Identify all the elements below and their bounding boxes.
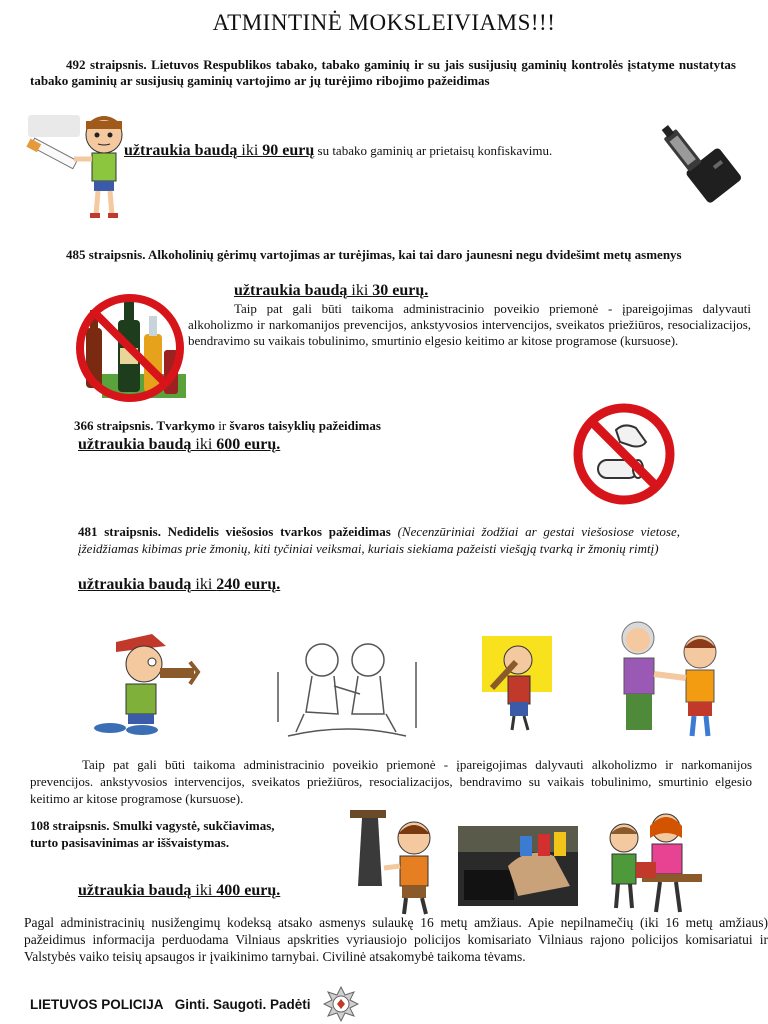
police-name: LIETUVOS POLICIJA bbox=[30, 997, 164, 1012]
fine-connector: iki bbox=[191, 436, 217, 453]
heading-italic: (Necenzūriniai žodžiai ar gestai viešosiose vietose, įžeidžiamas kibimas prie žmonių, kiti tyčiniai veiksmai, kuriais siekiama pažeisti viešąją tvarką ir žmonių rimtį) bbox=[78, 524, 680, 556]
heading-part: švaros taisyklių pažeidimas bbox=[229, 418, 381, 433]
article-481-fine bbox=[78, 576, 280, 594]
fine-amount: 30 eurų. bbox=[372, 282, 429, 299]
heading-part: 481 straipsnis. Nedidelis viešosios tvarkos pažeidimas bbox=[78, 524, 391, 539]
fine-label: užtraukia baudą bbox=[124, 142, 238, 159]
heading-connector: ir bbox=[214, 418, 230, 433]
fine-amount: 240 eurų. bbox=[216, 576, 281, 593]
fine-amount: 400 eurų. bbox=[216, 882, 281, 899]
article-108-heading: 108 straipsnis. Smulki vagystė, sukčiavimas, turto pasisavinimas ar iššvaistymas. bbox=[30, 818, 275, 850]
fine-connector: iki bbox=[191, 882, 217, 899]
pickpocket-kid-illustration bbox=[348, 806, 444, 918]
article-366-fine bbox=[78, 436, 280, 454]
article-492-fine bbox=[124, 141, 664, 161]
police-signature bbox=[30, 997, 311, 1012]
fine-connector: iki bbox=[347, 282, 373, 299]
fine-amount: 90 eurų bbox=[262, 142, 315, 159]
fighting-kids-illustration bbox=[268, 632, 426, 740]
slingshot-boy-illustration bbox=[86, 628, 206, 738]
fine-rest: su tabako gaminių ar prietaisų konfiskavimu. bbox=[314, 143, 553, 158]
article-485-fine bbox=[234, 282, 428, 300]
article-492-heading: 492 straipsnis. Lietuvos Respublikos tabako, tabako gaminių ir su jais susijusių gaminių kontrolės įstatyme nustatytas tabako gaminių ar susijusių gaminių vartojimo ar jų turėjimo ribojimo pažeidimas bbox=[30, 57, 736, 88]
no-alcohol-icon bbox=[72, 290, 192, 402]
shoplifting-photo bbox=[458, 826, 578, 906]
heading-part: 366 straipsnis. Tvarkymo bbox=[74, 418, 215, 433]
no-littering-icon bbox=[572, 402, 676, 506]
administrative-measure-text: Taip pat gali būti taikoma administracinio poveikio priemonė - įpareigojimas dalyvauti alkoholizmo ir narkomanijos prevencijos. ankstyvosios intervencijos, sveikatos priežiūros, resocializacijos, bendravimo su vaikais tobulinimo, smurtinio elgesio keitimo ar kitose programose (kursuose). bbox=[30, 757, 752, 806]
article-108-fine bbox=[78, 882, 280, 900]
police-star-emblem-icon bbox=[323, 986, 359, 1022]
vape-device-icon bbox=[650, 118, 750, 214]
sharing-kids-illustration bbox=[596, 808, 704, 918]
article-485-heading: 485 straipsnis. Alkoholinių gėrimų vartojimas ar turėjimas, kai tai daro jaunesni negu dvidešimt metų asmenys bbox=[66, 247, 682, 262]
bullying-kids-illustration bbox=[606, 618, 732, 740]
fine-connector: iki bbox=[191, 576, 217, 593]
fine-label: užtraukia baudą bbox=[78, 576, 192, 593]
page-title: ATMINTINĖ MOKSLEIVIAMS!!! bbox=[212, 10, 556, 35]
fine-label: užtraukia baudą bbox=[234, 282, 348, 299]
police-motto: Ginti. Saugoti. Padėti bbox=[174, 997, 311, 1012]
fine-label: užtraukia baudą bbox=[78, 436, 192, 453]
article-481-heading bbox=[78, 523, 680, 557]
smoking-kid-icon bbox=[24, 115, 128, 223]
bat-kid-illustration bbox=[482, 636, 552, 734]
fine-amount: 600 eurų. bbox=[216, 436, 281, 453]
article-485-text: Taip pat gali būti taikoma administracinio poveikio priemonė - įpareigojimas dalyvauti alkoholizmo ir narkomanijos prevencijos, ankstyvosios intervencijos, sveikatos priežiūros, resocializacijos, bendravimo su vaikais tobulinimo, smurtinio elgesio keitimo ar kitose programose (kursuose). bbox=[188, 301, 751, 348]
fine-connector: iki bbox=[237, 142, 263, 159]
age-responsibility-text: Pagal administracinių nusižengimų kodeksą atsako asmenys sulaukę 16 metų amžiaus. Apie nepilnamečių (iki 16 metų amžiaus) pažeidimus informacija perduodama Vilniaus apskrities vyriausiojo policijos komisariato Vilniaus rajono policijos komisariatui ir Valstybės vaiko teisių apsaugos ir įvaikinimo tarnybai. Civilinė atsakomybė taikoma tėvams. bbox=[24, 915, 768, 964]
fine-label: užtraukia baudą bbox=[78, 882, 192, 899]
article-366-heading bbox=[74, 418, 381, 434]
